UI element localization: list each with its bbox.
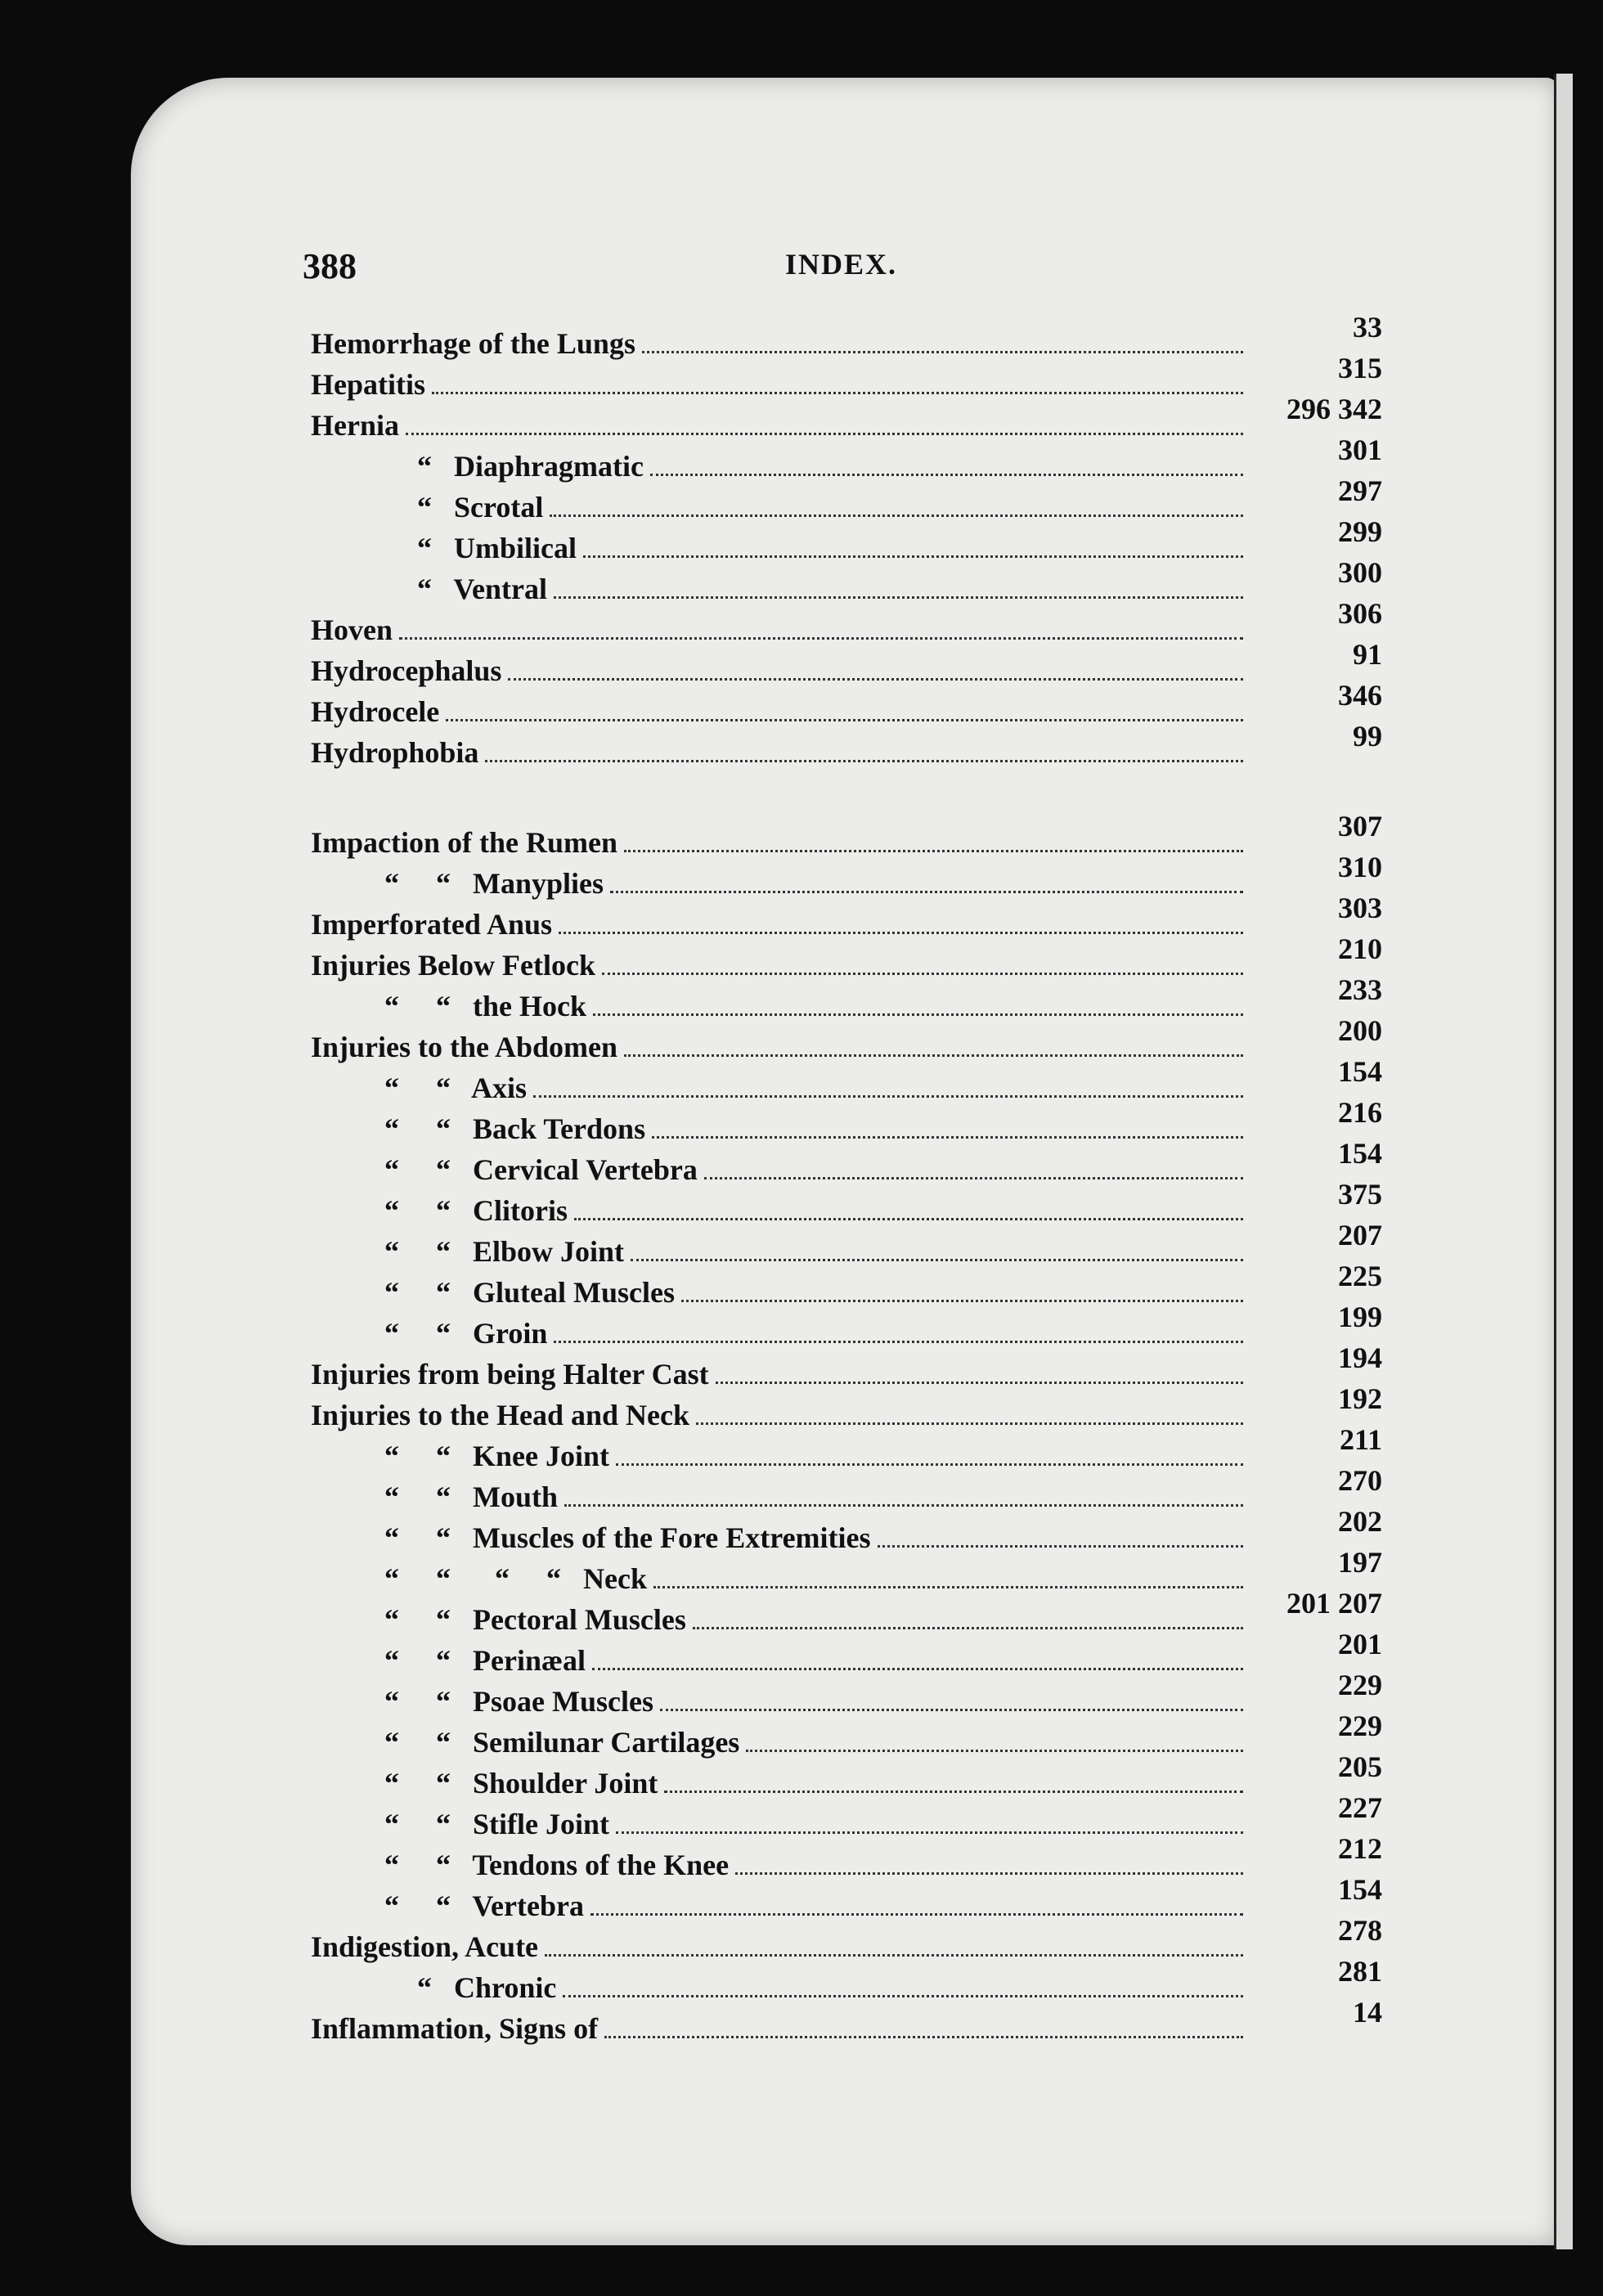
entry-label: “ “ Manyplies xyxy=(384,867,604,900)
entry-pages: 225 xyxy=(1338,1260,1382,1292)
entry-pages: 315 xyxy=(1338,352,1382,384)
entry-label: Injuries to the Abdomen xyxy=(311,1031,618,1063)
entry-label: Hoven xyxy=(311,613,393,646)
index-entry xyxy=(311,1955,1399,2008)
dot-leader xyxy=(624,850,1243,852)
index-entry xyxy=(311,1996,1399,2049)
entry-label: Imperforated Anus xyxy=(311,908,552,941)
index-entry xyxy=(311,1505,1399,1558)
entry-pages: 212 xyxy=(1338,1832,1382,1865)
entry-label: “ Diaphragmatic xyxy=(417,450,644,483)
dot-leader xyxy=(545,1954,1243,1957)
dot-leader xyxy=(604,2036,1243,2038)
index-entry xyxy=(311,1873,1399,1926)
entry-pages: 210 xyxy=(1338,932,1382,965)
entry-pages: 296 342 xyxy=(1286,393,1382,425)
entry-label: “ “ Semilunar Cartilages xyxy=(384,1726,740,1759)
entry-label: Hernia xyxy=(311,409,399,442)
page-header xyxy=(303,245,1366,294)
index-entry xyxy=(311,1832,1399,1885)
index-entry xyxy=(311,1464,1399,1517)
entry-pages: 207 xyxy=(1338,1219,1382,1251)
entry-pages: 33 xyxy=(1353,311,1382,344)
page-edge xyxy=(1554,74,1573,2249)
entry-pages: 278 xyxy=(1338,1914,1382,1947)
entry-label: “ “ Knee Joint xyxy=(384,1440,609,1472)
entry-pages: 346 xyxy=(1338,679,1382,712)
index-entry xyxy=(311,1301,1399,1354)
entry-label: “ “ Back Terdons xyxy=(384,1112,646,1145)
entry-label: Hepatitis xyxy=(311,368,425,401)
dot-leader xyxy=(616,1831,1243,1834)
index-entry xyxy=(311,679,1399,732)
entry-label: Injuries Below Fetlock xyxy=(311,949,595,982)
entry-pages: 299 xyxy=(1338,515,1382,548)
dot-leader xyxy=(878,1545,1243,1548)
index-entry xyxy=(311,1014,1399,1067)
index-entry xyxy=(311,1260,1399,1313)
dot-leader xyxy=(406,433,1243,435)
entry-label: Indigestion, Acute xyxy=(311,1930,539,1963)
index-entry xyxy=(311,1178,1399,1231)
dot-leader xyxy=(653,1586,1243,1588)
entry-label: “ “ Vertebra xyxy=(384,1889,584,1922)
dot-leader xyxy=(592,1668,1243,1670)
index-entry xyxy=(311,1423,1399,1476)
entry-label: “ Ventral xyxy=(417,573,548,605)
index-entry xyxy=(311,932,1399,986)
index-entry xyxy=(311,393,1399,446)
entry-pages: 307 xyxy=(1338,810,1382,842)
entry-pages: 211 xyxy=(1339,1423,1382,1456)
index-entry xyxy=(311,892,1399,945)
dot-leader xyxy=(554,1341,1243,1343)
entry-pages: 216 xyxy=(1338,1096,1382,1129)
dot-leader xyxy=(564,1504,1243,1507)
entry-pages: 154 xyxy=(1338,1873,1382,1906)
entry-pages: 306 xyxy=(1338,597,1382,630)
index-entry xyxy=(311,851,1399,904)
entry-label: “ “ Groin xyxy=(384,1317,548,1350)
running-head: INDEX. xyxy=(785,248,898,281)
index-entry xyxy=(311,311,1399,364)
entry-pages: 301 xyxy=(1338,434,1382,466)
index-entry xyxy=(311,1791,1399,1844)
index-entry xyxy=(311,1914,1399,1967)
dot-leader xyxy=(399,637,1243,640)
dot-leader xyxy=(650,474,1243,476)
entry-label: “ “ Elbow Joint xyxy=(384,1235,625,1268)
entry-pages: 200 xyxy=(1338,1014,1382,1047)
entry-pages: 303 xyxy=(1338,892,1382,924)
dot-leader xyxy=(574,1218,1243,1220)
entry-pages: 229 xyxy=(1338,1669,1382,1701)
entry-pages: 233 xyxy=(1338,973,1382,1006)
dot-leader xyxy=(696,1422,1243,1425)
dot-leader xyxy=(652,1136,1243,1139)
index-entry xyxy=(311,1137,1399,1190)
dot-leader xyxy=(660,1709,1243,1711)
dot-leader xyxy=(432,392,1243,394)
dot-leader xyxy=(735,1872,1243,1875)
entry-pages: 205 xyxy=(1338,1750,1382,1783)
entry-label: “ “ Cervical Vertebra xyxy=(384,1153,698,1186)
entry-pages: 297 xyxy=(1338,474,1382,507)
dot-leader xyxy=(554,596,1243,599)
dot-leader xyxy=(590,1913,1243,1916)
entry-pages: 99 xyxy=(1353,720,1382,753)
index-entry xyxy=(311,1628,1399,1681)
entry-pages: 227 xyxy=(1338,1791,1382,1824)
entry-pages: 300 xyxy=(1338,556,1382,589)
dot-leader xyxy=(631,1259,1243,1261)
index-entry xyxy=(311,1219,1399,1272)
entry-label: “ “ Axis xyxy=(384,1072,528,1104)
dot-leader xyxy=(446,719,1243,721)
index-entry xyxy=(311,810,1399,863)
dot-leader xyxy=(550,514,1243,517)
entry-pages: 201 207 xyxy=(1286,1587,1382,1620)
index-entry xyxy=(311,597,1399,650)
dot-leader xyxy=(533,1095,1243,1098)
entry-label: Injuries from being Halter Cast xyxy=(311,1358,709,1391)
index-entry xyxy=(311,515,1399,568)
index-entry xyxy=(311,352,1399,405)
index-entry xyxy=(311,1096,1399,1149)
entry-pages: 229 xyxy=(1338,1710,1382,1742)
dot-leader xyxy=(681,1300,1243,1302)
entry-pages: 202 xyxy=(1338,1505,1382,1538)
entry-label: Hydrocephalus xyxy=(311,654,502,687)
entry-label: “ “ Stifle Joint xyxy=(384,1808,609,1840)
entry-pages: 375 xyxy=(1338,1178,1382,1211)
dot-leader xyxy=(563,1995,1243,1997)
dot-leader xyxy=(583,555,1243,558)
entry-label: Hemorrhage of the Lungs xyxy=(311,327,635,360)
dot-leader xyxy=(610,891,1243,893)
entry-label: “ Chronic xyxy=(417,1971,557,2004)
entry-label: Hydrophobia xyxy=(311,736,479,769)
entry-label: “ “ Gluteal Muscles xyxy=(384,1276,675,1309)
page-number: 388 xyxy=(303,246,357,286)
index-entry xyxy=(311,1750,1399,1804)
entry-label: “ “ Mouth xyxy=(384,1480,559,1513)
index-entry xyxy=(311,1710,1399,1763)
index-entry xyxy=(311,556,1399,609)
entry-pages: 14 xyxy=(1353,1996,1382,2029)
entry-label: “ “ Shoulder Joint xyxy=(384,1767,658,1800)
index-entry xyxy=(311,1341,1399,1395)
dot-leader xyxy=(693,1627,1243,1629)
entry-label: “ “ Perinæal xyxy=(384,1644,586,1677)
index-entry xyxy=(311,973,1399,1027)
entry-label: “ “ the Hock xyxy=(384,990,586,1022)
entry-pages: 192 xyxy=(1338,1382,1382,1415)
entry-label: “ “ Tendons of the Knee xyxy=(384,1849,730,1881)
entry-pages: 201 xyxy=(1338,1628,1382,1660)
entry-pages: 310 xyxy=(1338,851,1382,883)
dot-leader xyxy=(704,1177,1243,1179)
entry-label: Inflammation, Signs of xyxy=(311,2012,599,2045)
entry-pages: 91 xyxy=(1353,638,1382,671)
entry-pages: 154 xyxy=(1338,1137,1382,1170)
entry-label: “ Umbilical xyxy=(417,532,577,564)
entry-label: Injuries to the Head and Neck xyxy=(311,1399,690,1431)
index-entries xyxy=(311,311,1399,2049)
entry-pages: 194 xyxy=(1338,1341,1382,1374)
entry-label: “ Scrotal xyxy=(417,491,544,523)
entry-label: “ “ “ “ Neck xyxy=(384,1562,647,1595)
dot-leader xyxy=(559,932,1243,934)
dot-leader xyxy=(642,351,1243,353)
index-entry xyxy=(311,638,1399,691)
index-entry xyxy=(311,434,1399,487)
entry-label: “ “ Pectoral Muscles xyxy=(384,1603,686,1636)
entry-label: Hydrocele xyxy=(311,695,440,728)
dot-leader xyxy=(485,760,1243,762)
entry-pages: 281 xyxy=(1338,1955,1382,1988)
dot-leader xyxy=(664,1791,1243,1793)
dot-leader xyxy=(593,1013,1243,1016)
entry-pages: 197 xyxy=(1338,1546,1382,1579)
dot-leader xyxy=(508,678,1243,681)
dot-leader xyxy=(624,1054,1243,1057)
entry-label: “ “ Psoae Muscles xyxy=(384,1685,653,1718)
index-entry xyxy=(311,1587,1399,1640)
index-entry xyxy=(311,1055,1399,1108)
entry-pages: 154 xyxy=(1338,1055,1382,1088)
dot-leader xyxy=(616,1463,1243,1466)
entry-pages: 199 xyxy=(1338,1301,1382,1333)
entry-pages: 270 xyxy=(1338,1464,1382,1497)
entry-label: “ “ Muscles of the Fore Extremities xyxy=(384,1521,871,1554)
dot-leader xyxy=(746,1750,1243,1752)
index-entry xyxy=(311,1669,1399,1722)
entry-label: “ “ Clitoris xyxy=(384,1194,568,1227)
entry-label: Impaction of the Rumen xyxy=(311,826,617,859)
dot-leader xyxy=(602,973,1243,975)
index-entry xyxy=(311,1546,1399,1599)
index-entry xyxy=(311,1382,1399,1436)
index-entry xyxy=(311,474,1399,528)
index-entry xyxy=(311,720,1399,773)
dot-leader xyxy=(716,1382,1243,1384)
